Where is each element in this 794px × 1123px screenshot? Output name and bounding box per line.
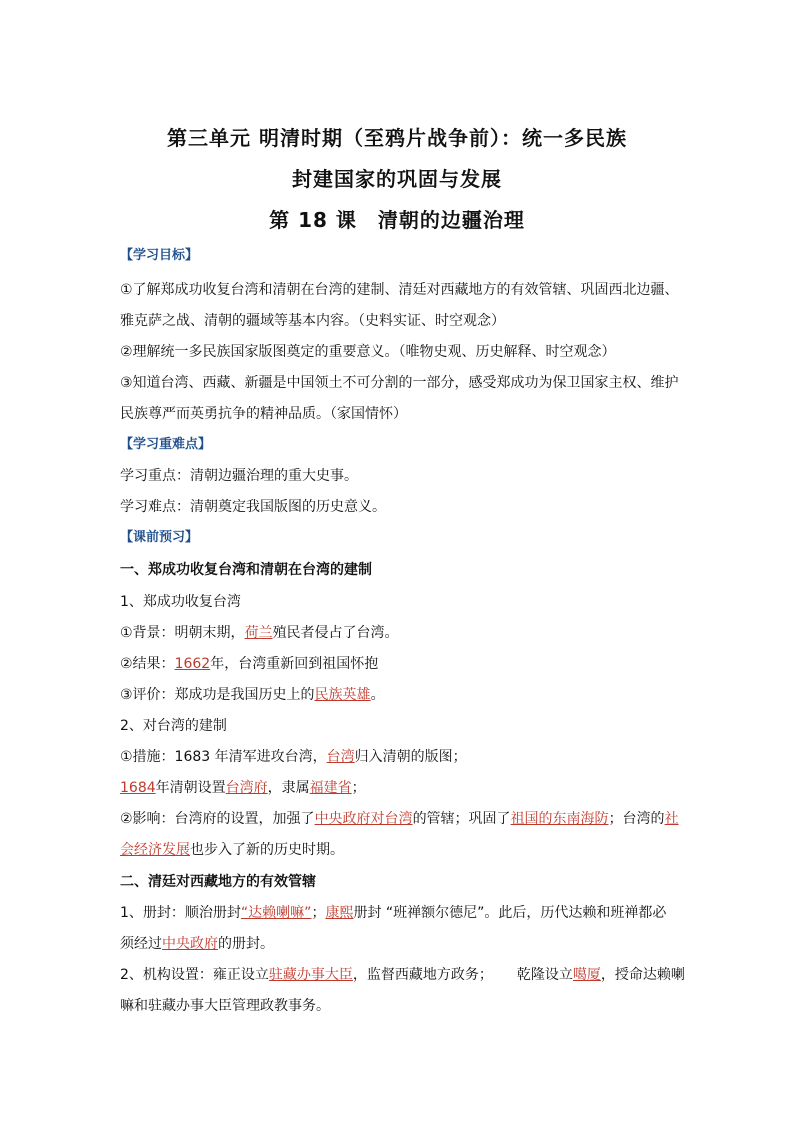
answer-taiwan-prefecture: 台湾府 [225, 780, 268, 796]
unit-title-line-2: 封建国家的巩固与发展 [292, 167, 502, 191]
answer-social-economy-part-2: 会经济发展 [120, 842, 190, 858]
answer-year-1684: 1684 [120, 780, 156, 796]
section-1-heading: 一、郑成功收复台湾和清朝在台湾的建制 [120, 562, 372, 578]
goal-1-line-1: ①了解郑成功收复台湾和清朝在台湾的建制、清廷对西藏地方的有效管辖、巩固西北边疆、 [120, 282, 679, 298]
answer-southeast-coast-defense: 祖国的东南海防 [510, 811, 609, 827]
answer-dalai-lama: “达赖喇嘛” [240, 905, 312, 921]
institution-line-1: 2、机构设置：雍正设立驻藏办事大臣，监督西藏地方政务； 乾隆设立噶厦，授命达赖喇 [120, 967, 685, 983]
answer-fujian-province: 福建省 [309, 780, 352, 796]
answer-year-1662: 1662 [174, 656, 211, 672]
subsection-1-2: 2、对台湾的建制 [120, 718, 227, 734]
lesson-title: 第 18 课 清朝的边疆治理 [269, 208, 525, 232]
measures-line: ①措施：1683 年清军进攻台湾，台湾归入清朝的版图； [120, 749, 467, 765]
answer-kashag: 噶厦 [572, 967, 601, 983]
background-line: ①背景：明朝末期，荷兰殖民者侵占了台湾。 [120, 625, 399, 641]
institution-line-2: 嘛和驻藏办事大臣管理政教事务。 [120, 998, 330, 1014]
influence-line-2: 会经济发展也步入了新的历史时期。 [120, 842, 344, 858]
answer-netherlands: 荷兰 [244, 625, 273, 641]
preview-header: 【课前预习】 [120, 530, 199, 545]
goal-1-line-2: 雅克萨之战、清朝的疆域等基本内容。（史料实证、时空观念） [120, 313, 505, 329]
key-points-header: 【学习重难点】 [120, 437, 212, 452]
answer-central-government: 中央政府对台湾 [314, 811, 413, 827]
conferment-line-2: 须经过中央政府的册封。 [120, 936, 274, 952]
prefecture-line: 1684年清朝设置台湾府，隶属福建省； [120, 780, 366, 796]
difficult-point: 学习难点：清朝奠定我国版图的历史意义。 [120, 499, 386, 515]
key-point: 学习重点：清朝边疆治理的重大史事。 [120, 468, 358, 484]
section-2-heading: 二、清廷对西藏地方的有效管辖 [120, 874, 316, 890]
goal-3-line-2: 民族尊严而英勇抗争的精神品质。（家国情怀） [120, 406, 407, 422]
answer-social-economy-part-1: 社 [664, 811, 679, 827]
answer-taiwan: 台湾 [326, 749, 355, 765]
answer-resident-minister: 驻藏办事大臣 [268, 967, 353, 983]
subsection-1-1: 1、郑成功收复台湾 [120, 594, 241, 610]
result-line: ②结果：1662年，台湾重新回到祖国怀抱 [120, 656, 379, 672]
goal-2: ②理解统一多民族国家版图奠定的重要意义。（唯物史观、历史解释、时空观念） [120, 344, 616, 360]
conferment-line-1: 1、册封：顺治册封“达赖喇嘛”；康熙册封 “班禅额尔德尼”。此后，历代达赖和班禅都必 [120, 905, 667, 921]
answer-central-government-2: 中央政府 [162, 936, 218, 952]
answer-kangxi: 康熙 [325, 905, 354, 921]
goal-3-line-1: ③知道台湾、西藏、新疆是中国领土不可分割的一部分，感受郑成功为保卫国家主权、维护 [120, 375, 679, 391]
learning-goals-header: 【学习目标】 [120, 248, 199, 263]
evaluation-line: ③评价：郑成功是我国历史上的民族英雄。 [120, 687, 385, 703]
influence-line-1: ②影响：台湾府的设置，加强了中央政府对台湾的管辖；巩固了祖国的东南海防；台湾的社 [120, 811, 679, 827]
unit-title-line-1: 第三单元 明清时期（至鸦片战争前）：统一多民族 [167, 126, 627, 150]
answer-national-hero: 民族英雄 [314, 687, 371, 703]
